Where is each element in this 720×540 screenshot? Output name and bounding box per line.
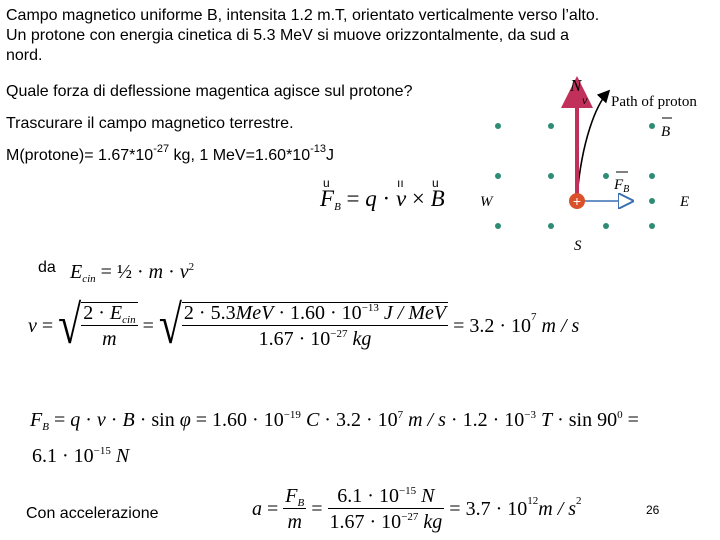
acceleration-formula: a = $\frac{F_B}{m}$ = $\frac{6.1 \cdot 10^{-15} N}{1.67 \cdot 10^{-27} kg}$ = 3.7 · 10 $^{12}$ m / s $^2$ — [252, 485, 582, 533]
page-number: 26 — [646, 503, 660, 517]
vector-mark-b: u — [432, 176, 439, 190]
south-label: S — [574, 238, 582, 254]
field-dot — [603, 173, 609, 179]
field-diagram-svg — [478, 70, 710, 262]
b-label: B — [661, 124, 671, 140]
field-dot — [495, 123, 501, 129]
problem-line-3: nord. — [6, 47, 43, 64]
west-label: W — [480, 194, 493, 210]
force-result: $6.1 \cdot 10^{-15}$ N — [32, 445, 130, 467]
east-label: E — [680, 194, 690, 210]
field-dot — [548, 173, 554, 179]
field-dot — [649, 198, 655, 204]
fb-label: $F_B$ — [614, 177, 630, 195]
field-dot — [495, 173, 501, 179]
charge-sign: + — [572, 193, 582, 209]
velocity-formula: v = √ $\frac{2 \cdot E_{cin}}{m}$ = √ $\frac{2 \cdot 5.3MeV \cdot 1.60 \cdot 10^{-13} J / MeV}{1.67 \cdot 10^{-27} kg}$ = 3.2 · 10 $^7$ m / s — [28, 295, 580, 356]
hint-text: Trascurare il campo magnetico terrestre. — [6, 115, 294, 132]
field-dot — [548, 123, 554, 129]
velocity-label: v — [582, 93, 588, 107]
field-dot — [649, 223, 655, 229]
field-dot — [495, 223, 501, 229]
field-dot — [603, 223, 609, 229]
acceleration-label: Con accelerazione — [26, 505, 159, 522]
vector-mark-fb: u — [323, 176, 330, 190]
vector-mark-v: ıı — [397, 176, 404, 190]
kinetic-energy-formula: $E_{cin}$ = ½ · $m \cdot v^2$ — [70, 261, 195, 285]
problem-line-1: Campo magnetico uniforme B, intensita 1.2 m.T, orientato verticalmente verso l’alto. — [6, 7, 600, 24]
da-label: da — [38, 259, 56, 276]
force-computation: $F_B = q \cdot v \cdot B \cdot \sin \varphi = 1.60 \cdot 10^{-19}$ $C \cdot 3.2 \cdot 10^7$ $m / s \cdot 1.2 \cdot 10^{-3}$ $T \cdot \sin 90^0$ = — [30, 409, 639, 433]
north-label: N — [570, 76, 582, 95]
question-text: Quale forza di deflessione magentica agisce sul protone? — [6, 83, 413, 100]
field-diagram — [478, 70, 710, 262]
field-dot — [649, 173, 655, 179]
mass-line: M(protone)= $1.67*10^{-27}$ kg, 1 $MeV=1.60*10^{-13}J$ — [6, 143, 334, 164]
lorentz-force-formula: $F_B = q \cdot v \times B$ — [320, 186, 445, 213]
proton-path-curve — [577, 92, 608, 196]
field-dot — [649, 123, 655, 129]
problem-line-2: Un protone con energia cinetica di 5.3 MeV si muove orizzontalmente, da sud a — [6, 27, 569, 44]
field-dot — [548, 223, 554, 229]
path-label: Path of proton — [611, 94, 697, 110]
